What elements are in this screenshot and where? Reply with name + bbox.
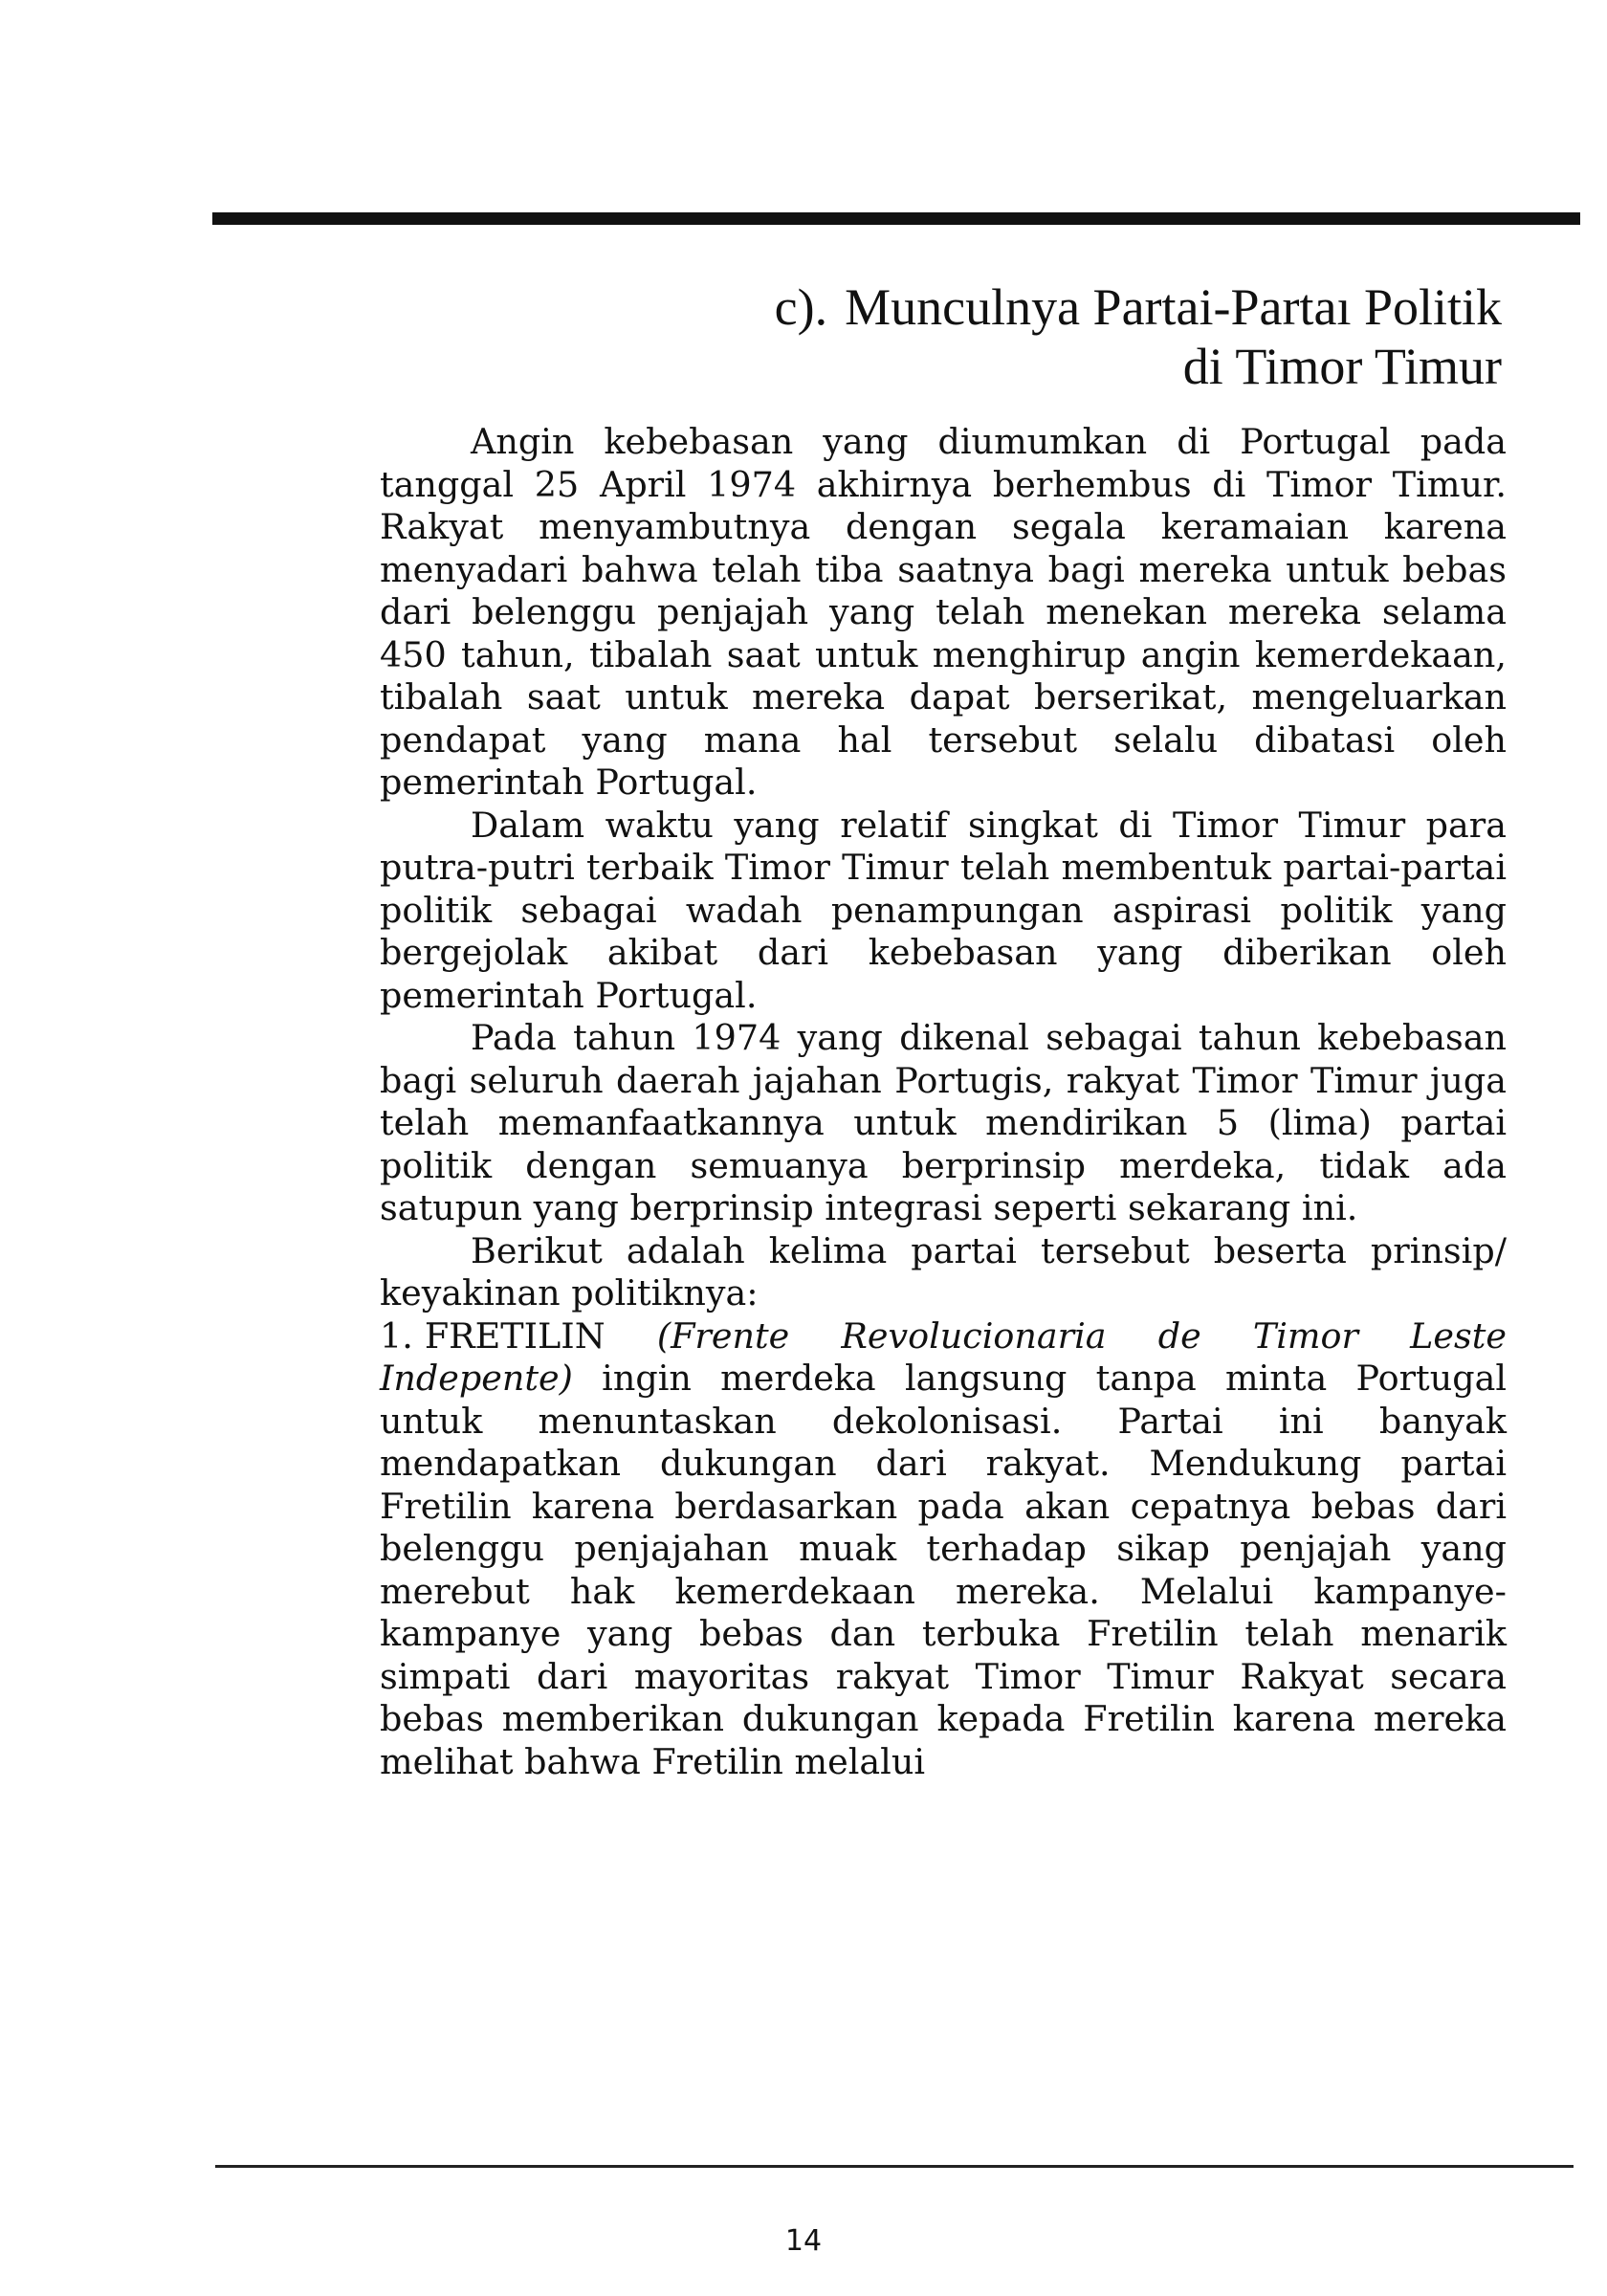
bottom-rule (215, 2165, 1574, 2168)
party-full-name: (Frente Revolucionaria de Timor Leste Indepente) (380, 1314, 1507, 1399)
heading-line-1 (545, 277, 1502, 337)
paragraph: Dalam waktu yang relatif singkat di Timor Timur para putra-putri terbaik Timor Timur telah membentuk partai-partai politik sebagai wadah penampungan aspirasi politik yang bergejolak akibat dari kebebasan yang diberikan oleh pemerintah Portugal. (380, 804, 1507, 1016)
heading-line-2: di Timor Timur (1182, 338, 1502, 395)
section-heading (545, 277, 1502, 396)
list-item-number: 1. (380, 1314, 413, 1357)
top-rule (212, 212, 1580, 225)
party-name: FRETILIN (424, 1314, 605, 1357)
list-item (380, 1315, 1507, 1784)
heading-title-1: Munculnya Partai-Partaı Politik (845, 278, 1502, 336)
paragraph: Berikut adalah kelima partai tersebut beserta prinsip/ keyakinan politiknya: (380, 1229, 1507, 1314)
paragraph: Angin kebebasan yang diumumkan di Portugal pada tanggal 25 April 1974 akhirnya berhembus di Timor Timur. Rakyat menyambutnya dengan segala keramaian karena menyadari bahwa telah tiba saatnya bagi mereka untuk bebas dari belenggu penjajah yang telah menekan mereka selama 450 tahun, tibalah saat untuk menghirup angin kemerdekaan, tibalah saat untuk mereka dapat berserikat, mengeluarkan pendapat yang mana hal tersebut selalu dibatasi oleh pemerintah Portugal. (380, 421, 1507, 803)
paragraph: Pada tahun 1974 yang dikenal sebagai tahun kebebasan bagi seluruh daerah jajahan Portugis, rakyat Timor Timur juga telah memanfaatkannya untuk mendirikan 5 (lima) partai politik dengan semuanya berprinsip merdeka, tidak ada satupun yang berprinsip integrasi seperti sekarang ini. (380, 1017, 1507, 1228)
section-label: c). (774, 278, 828, 336)
body-text (380, 421, 1507, 1783)
page-number: 14 (784, 2224, 823, 2258)
party-description: ingin merdeka langsung tanpa minta Portugal untuk menuntaskan dekolonisasi. Partai ini banyak mendapatkan dukungan dari rakyat. Mendukung partai Fretilin karena berdasarkan pada akan cepatnya bebas dari belenggu penjajahan muak terhadap sikap penjajah yang merebut hak kemerdekaan mereka. Melalui kampanye-kampanye yang bebas dan terbuka Fretilin telah menarik simpati dari mayoritas rakyat Timor Timur Rakyat secara bebas memberikan dukungan kepada Fretilin karena mereka melihat bahwa Fretilin melalui (380, 1358, 1508, 1782)
